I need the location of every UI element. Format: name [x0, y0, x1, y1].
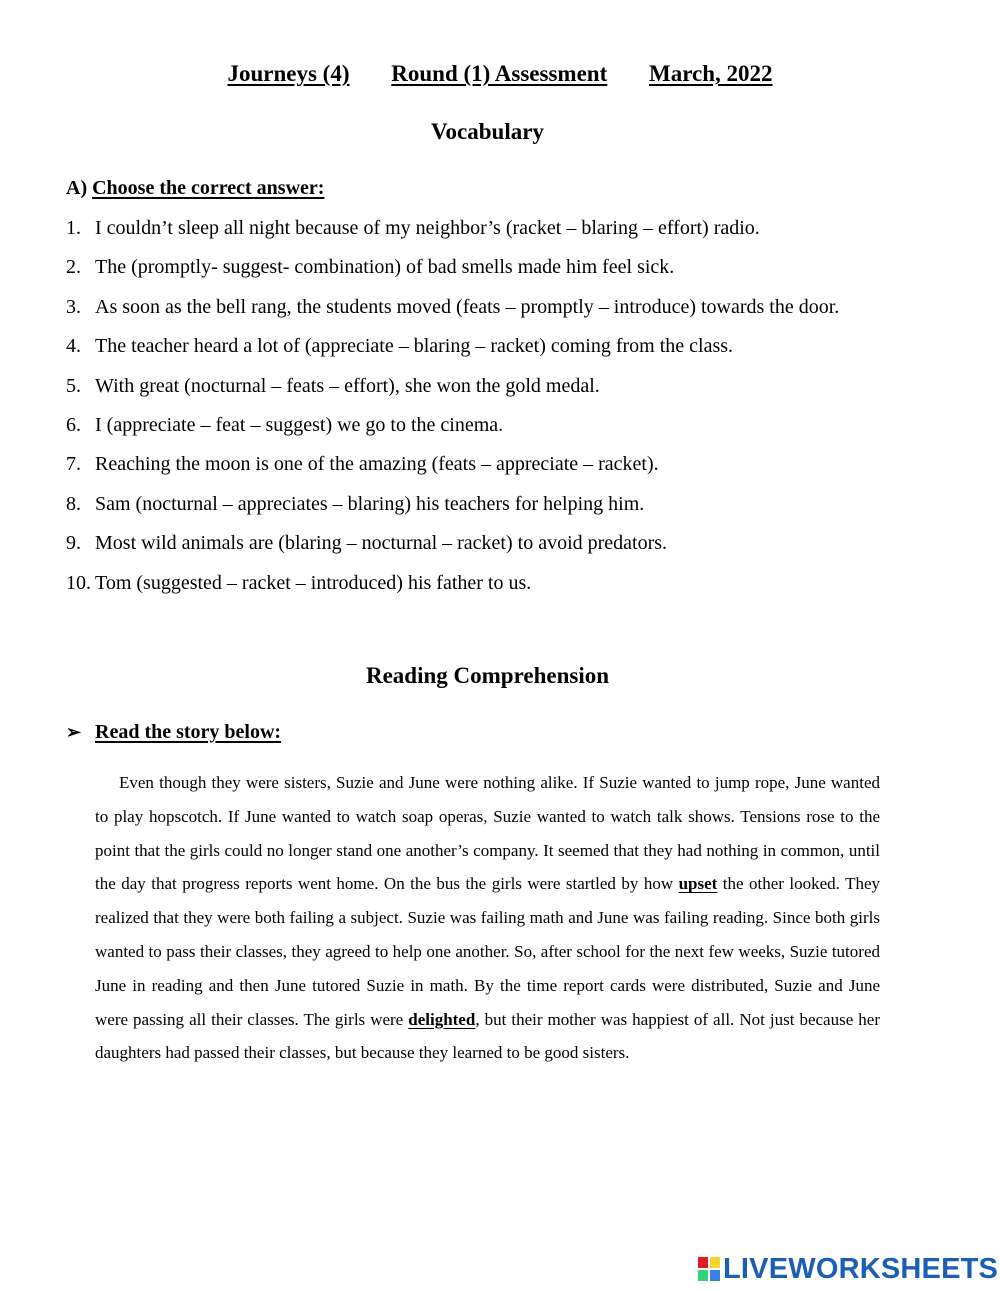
story-text: Even though they were sisters, Suzie and June were nothing alike. If Suzie wanted to jump rope, June wanted to play hopscotch. If June wanted to watch soap operas, Suzie wanted to watch talk shows. Tensions rose to the point that the girls could no longer stand one another’s company. It seemed that they had nothing in common, until the day that progress reports went home. On the bus the girls were startled by how [95, 773, 880, 894]
reading-heading: Reading Comprehension [365, 663, 610, 688]
question-number: 8. [66, 492, 81, 515]
question-number: 6. [66, 414, 81, 437]
liveworksheets-logo [697, 1253, 998, 1285]
question-number: 7. [66, 453, 81, 476]
logo-square [698, 1270, 708, 1281]
question-item [66, 524, 886, 563]
course-title: Journeys (4) [227, 61, 350, 86]
assessment-title: Round (1) Assessment [391, 61, 608, 86]
question-text: Sam (nocturnal – appreciates – blaring) his teachers for helping him. [95, 492, 645, 515]
question-number: 5. [66, 374, 81, 397]
vocab-word-delighted: delighted [408, 1009, 476, 1029]
logo-text: LIVEWORKSHEETS [723, 1252, 999, 1285]
question-text: Reaching the moon is one of the amazing (feats – appreciate – racket). [95, 453, 659, 476]
question-text: With great (nocturnal – feats – effort), she won the gold medal. [95, 374, 600, 397]
story-text: , but their mother was happiest of all. Not just because her daughters had passed their classes, but because they learned to be good sisters. [95, 1009, 880, 1063]
story-instruction [66, 718, 281, 746]
question-item [66, 209, 886, 248]
question-text: I (appreciate – feat – suggest) we go to the cinema. [95, 414, 504, 437]
question-text: Tom (suggested – racket – introduced) his father to us. [95, 571, 532, 594]
logo-square [710, 1257, 720, 1268]
vocabulary-instruction [66, 174, 324, 202]
question-item [66, 367, 886, 406]
question-text: I couldn’t sleep all night because of my neighbor’s (racket – blaring – effort) radio. [95, 217, 760, 239]
question-number: 9. [66, 532, 81, 555]
question-text: The teacher heard a lot of (appreciate – blaring – racket) coming from the class. [95, 335, 734, 358]
section-letter: A) [66, 177, 88, 199]
question-number: 3. [66, 295, 81, 318]
question-list [66, 209, 886, 603]
story-text: the other looked. They realized that they were both failing a subject. Suzie was failing math and June was failing reading. Since both girls wanted to pass their classes, they agreed to help one another. So, after school for the next few weeks, Suzie tutored June in reading and then June tutored Suzie in math. By the time report cards were distributed, Suzie and June were passing all their classes. The girls were [95, 874, 881, 1029]
question-item [66, 248, 886, 287]
instruction-text: Choose the correct answer: [92, 177, 325, 199]
question-number: 10. [66, 571, 91, 594]
question-item [66, 288, 886, 327]
question-item [66, 564, 886, 603]
logo-square [698, 1257, 708, 1268]
assessment-date: March, 2022 [649, 61, 773, 86]
vocabulary-heading: Vocabulary [431, 119, 544, 144]
question-item [66, 406, 886, 445]
question-text: The (promptly- suggest- combination) of bad smells made him feel sick. [95, 256, 675, 279]
question-number: 1. [66, 217, 81, 239]
question-item [66, 445, 886, 484]
arrow-bullet-icon: ➢ [66, 722, 82, 742]
worksheet-header [0, 58, 1000, 90]
story-instruction-text: Read the story below: [95, 721, 282, 743]
vocab-word-upset: upset [678, 874, 718, 894]
question-text: Most wild animals are (blaring – nocturnal – racket) to avoid predators. [95, 532, 668, 555]
question-number: 2. [66, 256, 81, 279]
logo-mark-icon [697, 1256, 721, 1282]
question-text: As soon as the bell rang, the students moved (feats – promptly – introduce) towards the door. [95, 295, 840, 318]
question-item [66, 327, 886, 366]
question-number: 4. [66, 335, 81, 358]
question-item [66, 485, 886, 524]
story-paragraph [95, 766, 880, 1070]
logo-square [710, 1270, 720, 1281]
